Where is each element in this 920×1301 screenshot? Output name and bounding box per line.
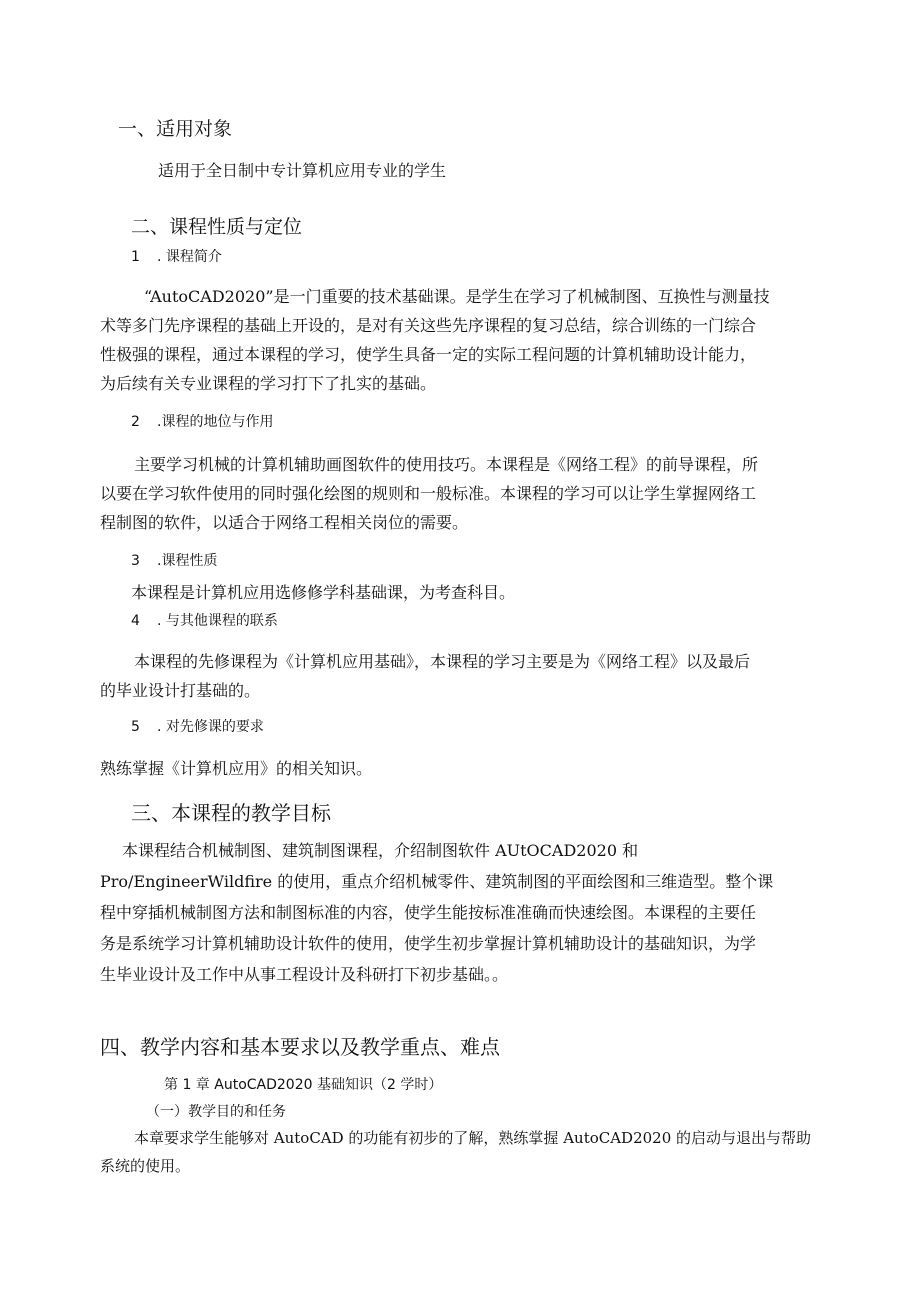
item4-title: [131, 610, 278, 630]
section4-heading: 四、教学内容和基本要求以及教学重点、难点: [100, 1035, 500, 1059]
section3-line-4: 务是系统学习计算机辅助设计软件的使用，使学生初步掌握计算机辅助设计的基础知识，为学: [100, 934, 757, 953]
item1-line-3: 性极强的课程，通过本课程的学习，使学生具备一定的实际工程问题的计算机辅助设计能力，: [100, 345, 757, 364]
section1-heading: 一、适用对象: [118, 118, 233, 140]
item1-title-text: . 课程简介: [157, 249, 222, 265]
item5-text: 熟练掌握《计算机应用》的相关知识。: [100, 759, 373, 778]
item5-title: [131, 716, 264, 736]
item4-paragraph: [100, 647, 750, 705]
item1-line-1: “AutoCAD2020”是一门重要的技术基础课。是学生在学习了机械制图、互换性与测量技: [144, 287, 770, 306]
item1-paragraph: [100, 282, 770, 398]
item4-line-1: 本课程的先修课程为《计算机应用基础》，本课程的学习主要是为《网络工程》以及最后: [134, 652, 751, 671]
section4-subheading: （一）教学目的和任务: [146, 1104, 286, 1120]
item5-title-text: . 对先修课的要求: [157, 719, 264, 735]
item3-title-text: .课程性质: [157, 553, 218, 569]
item3-title: [131, 550, 217, 570]
chapter-title: 第 1 章 AutoCAD2020 基础知识（2 学时）: [164, 1077, 443, 1093]
item5-num: 5: [131, 719, 140, 735]
item2-title: [131, 411, 273, 431]
section4-paragraph: [100, 1124, 811, 1180]
item2-num: 2: [131, 414, 140, 430]
item1-title: [131, 246, 222, 266]
item2-paragraph: [100, 450, 758, 537]
section3-heading: 三、本课程的教学目标: [131, 801, 331, 825]
item4-line-2: 的毕业设计打基础的。: [100, 681, 261, 700]
section3-line-5: 生毕业设计及工作中从事工程设计及科研打下初步基础。。: [100, 965, 509, 984]
item2-line-3: 程制图的软件，以适合于网络工程相关岗位的需要。: [100, 513, 469, 532]
section3-line-2: Pro/EngineerWildfire 的使用，重点介绍机械零件、建筑制图的平面绘图和三维造型。整个课: [100, 872, 774, 891]
section1-text: 适用于全日制中专计算机应用专业的学生: [158, 161, 447, 180]
section4-line-1: 本章要求学生能够对 AutoCAD 的功能有初步的了解，熟练掌握 AutoCAD2020 的启动与退出与帮助: [134, 1129, 812, 1147]
item1-num: 1: [131, 249, 140, 265]
item3-num: 3: [131, 553, 140, 569]
section3-paragraph: [100, 835, 773, 990]
item2-line-1: 主要学习机械的计算机辅助画图软件的使用技巧。本课程是《网络工程》的前导课程，所: [134, 455, 759, 474]
item4-title-text: . 与其他课程的联系: [157, 613, 278, 629]
section3-line-1: 本课程结合机械制图、建筑制图课程，介绍制图软件 AUtOCAD2020 和: [122, 841, 639, 860]
section2-heading: 二、课程性质与定位: [131, 216, 303, 238]
item3-text: 本课程是计算机应用选修修学科基础课，为考查科目。: [131, 583, 516, 602]
section3-line-3: 程中穿插机械制图方法和制图标准的内容，使学生能按标准准确而快速绘图。本课程的主要任: [100, 903, 757, 922]
section4-line-2: 系统的使用。: [100, 1157, 191, 1175]
item1-line-2: 术等多门先序课程的基础上开设的，是对有关这些先序课程的复习总结，综合训练的一门综合: [100, 316, 757, 335]
item2-line-2: 以要在学习软件使用的同时强化绘图的规则和一般标准。本课程的学习可以让学生掌握网络工: [100, 484, 757, 503]
item1-line-4: 为后续有关专业课程的学习打下了扎实的基础。: [100, 374, 437, 393]
item4-num: 4: [131, 613, 140, 629]
item2-title-text: .课程的地位与作用: [157, 414, 274, 430]
